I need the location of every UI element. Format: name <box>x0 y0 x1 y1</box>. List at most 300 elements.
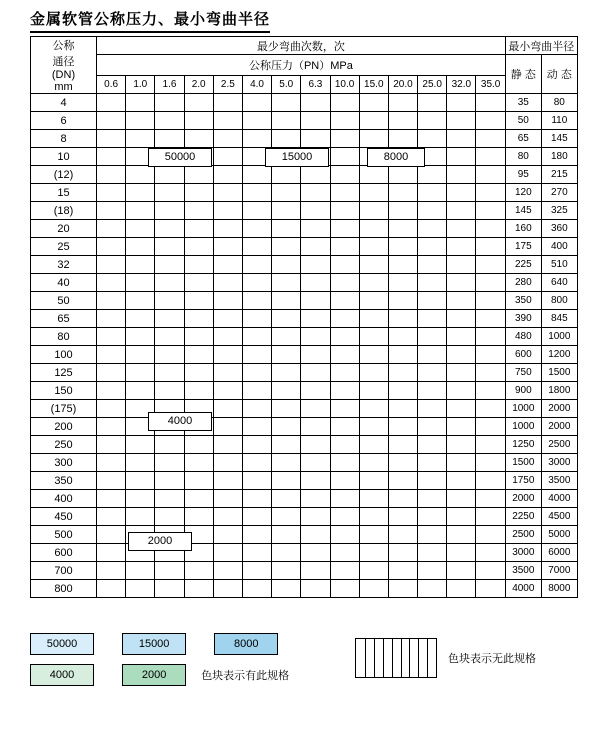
grid-cell <box>418 112 447 130</box>
grid-cell <box>418 472 447 490</box>
table-row <box>31 508 578 526</box>
hatch-line <box>392 639 393 677</box>
pressure-value-header: 4.0 <box>242 76 271 94</box>
grid-cell <box>476 400 505 418</box>
grid-cell <box>272 292 301 310</box>
grid-cell <box>388 184 417 202</box>
dynamic-radius-cell: 6000 <box>541 544 577 562</box>
dynamic-radius-cell: 1800 <box>541 382 577 400</box>
grid-cell <box>301 274 330 292</box>
grid-cell <box>476 436 505 454</box>
grid-cell <box>476 238 505 256</box>
grid-cell <box>388 382 417 400</box>
grid-cell <box>388 130 417 148</box>
grid-cell <box>155 112 184 130</box>
grid-cell <box>418 490 447 508</box>
grid-cell <box>126 94 155 112</box>
table-row <box>31 382 578 400</box>
table-row <box>31 364 578 382</box>
grid-cell <box>213 130 242 148</box>
grid-cell <box>418 364 447 382</box>
bend-count-header: 最少弯曲次数，次 <box>97 37 506 55</box>
grid-cell <box>213 562 242 580</box>
grid-cell <box>388 418 417 436</box>
grid-cell <box>418 544 447 562</box>
grid-cell <box>301 328 330 346</box>
dn-cell: 4 <box>31 94 97 112</box>
grid-cell <box>97 220 126 238</box>
grid-cell <box>476 130 505 148</box>
grid-cell <box>184 166 213 184</box>
dn-header-line: 通径 <box>52 56 75 68</box>
grid-cell <box>418 274 447 292</box>
dn-cell: 450 <box>31 508 97 526</box>
grid-cell <box>330 490 359 508</box>
dynamic-radius-cell: 400 <box>541 238 577 256</box>
grid-cell <box>155 490 184 508</box>
grid-cell <box>418 292 447 310</box>
dynamic-radius-cell: 510 <box>541 256 577 274</box>
grid-cell <box>155 454 184 472</box>
grid-cell <box>359 454 388 472</box>
hatch-line <box>409 639 410 677</box>
grid-cell <box>242 508 271 526</box>
static-radius-cell: 225 <box>505 256 541 274</box>
grid-cell <box>447 220 476 238</box>
dynamic-radius-cell: 1000 <box>541 328 577 346</box>
grid-cell <box>447 418 476 436</box>
grid-cell <box>301 202 330 220</box>
dynamic-radius-cell: 3500 <box>541 472 577 490</box>
grid-cell <box>330 292 359 310</box>
grid-cell <box>418 94 447 112</box>
static-radius-cell: 600 <box>505 346 541 364</box>
static-radius-cell: 750 <box>505 364 541 382</box>
grid-cell <box>155 274 184 292</box>
hatch-line <box>383 639 384 677</box>
grid-cell <box>301 130 330 148</box>
grid-cell <box>476 310 505 328</box>
grid-cell <box>359 202 388 220</box>
hatch-line <box>418 639 419 677</box>
grid-cell <box>155 364 184 382</box>
table-row <box>31 490 578 508</box>
grid-cell <box>301 562 330 580</box>
grid-cell <box>97 274 126 292</box>
table-row <box>31 544 578 562</box>
grid-cell <box>184 508 213 526</box>
grid-cell <box>330 94 359 112</box>
grid-cell <box>97 310 126 328</box>
grid-cell <box>272 436 301 454</box>
grid-cell <box>272 256 301 274</box>
grid-cell <box>272 346 301 364</box>
grid-cell <box>418 328 447 346</box>
dn-cell: 250 <box>31 436 97 454</box>
table-row <box>31 346 578 364</box>
grid-cell <box>388 94 417 112</box>
dynamic-radius-cell: 640 <box>541 274 577 292</box>
grid-cell <box>418 454 447 472</box>
grid-cell <box>97 436 126 454</box>
grid-cell <box>330 400 359 418</box>
static-radius-cell: 120 <box>505 184 541 202</box>
grid-cell <box>388 472 417 490</box>
static-radius-cell: 2250 <box>505 508 541 526</box>
grid-cell <box>97 364 126 382</box>
grid-cell <box>359 544 388 562</box>
grid-cell <box>476 526 505 544</box>
grid-cell <box>418 130 447 148</box>
dn-cell: 6 <box>31 112 97 130</box>
grid-cell <box>272 400 301 418</box>
static-radius-cell: 480 <box>505 328 541 346</box>
grid-cell <box>97 382 126 400</box>
grid-cell <box>330 220 359 238</box>
grid-cell <box>418 400 447 418</box>
grid-cell <box>242 364 271 382</box>
grid-cell <box>388 562 417 580</box>
grid-cell <box>213 382 242 400</box>
grid-cell <box>359 526 388 544</box>
grid-cell <box>330 454 359 472</box>
grid-marker-15000: 15000 <box>265 148 329 167</box>
grid-cell <box>272 580 301 598</box>
grid-cell <box>418 256 447 274</box>
grid-cell <box>155 436 184 454</box>
grid-cell <box>97 526 126 544</box>
grid-cell <box>476 346 505 364</box>
grid-cell <box>418 310 447 328</box>
table-header-row-2 <box>31 55 578 76</box>
grid-cell <box>388 436 417 454</box>
table-row <box>31 310 578 328</box>
grid-cell <box>213 544 242 562</box>
grid-cell <box>476 562 505 580</box>
grid-cell <box>330 526 359 544</box>
grid-cell <box>184 112 213 130</box>
grid-cell <box>301 508 330 526</box>
table-row <box>31 328 578 346</box>
pressure-value-header: 35.0 <box>476 76 505 94</box>
grid-cell <box>301 472 330 490</box>
table-row <box>31 238 578 256</box>
grid-cell <box>418 220 447 238</box>
pressure-bend-table <box>30 36 578 598</box>
dynamic-radius-cell: 325 <box>541 202 577 220</box>
hatch-line <box>401 639 402 677</box>
grid-cell <box>301 256 330 274</box>
grid-marker-2000: 2000 <box>128 532 192 551</box>
dn-cell: 600 <box>31 544 97 562</box>
table-row <box>31 418 578 436</box>
pressure-value-header: 2.5 <box>213 76 242 94</box>
grid-cell <box>359 508 388 526</box>
grid-cell <box>126 436 155 454</box>
grid-cell <box>97 94 126 112</box>
dynamic-radius-cell: 2500 <box>541 436 577 454</box>
dn-cell: 400 <box>31 490 97 508</box>
grid-cell <box>359 112 388 130</box>
grid-cell <box>447 382 476 400</box>
grid-cell <box>242 166 271 184</box>
grid-cell <box>388 346 417 364</box>
grid-cell <box>97 256 126 274</box>
grid-cell <box>97 580 126 598</box>
grid-cell <box>242 526 271 544</box>
grid-cell <box>330 166 359 184</box>
grid-cell <box>476 166 505 184</box>
grid-cell <box>388 274 417 292</box>
grid-cell <box>213 166 242 184</box>
grid-cell <box>272 418 301 436</box>
grid-cell <box>272 562 301 580</box>
dynamic-radius-cell: 800 <box>541 292 577 310</box>
dynamic-radius-cell: 845 <box>541 310 577 328</box>
dn-cell: 8 <box>31 130 97 148</box>
grid-cell <box>272 166 301 184</box>
grid-cell <box>418 382 447 400</box>
legend-swatch-4000: 4000 <box>30 664 94 686</box>
grid-cell <box>301 292 330 310</box>
grid-cell <box>155 346 184 364</box>
grid-cell <box>126 472 155 490</box>
grid-cell <box>388 544 417 562</box>
grid-cell <box>97 184 126 202</box>
grid-cell <box>155 472 184 490</box>
grid-cell <box>242 274 271 292</box>
grid-cell <box>242 580 271 598</box>
grid-cell <box>359 256 388 274</box>
pressure-value-header: 5.0 <box>272 76 301 94</box>
pressure-value-header: 15.0 <box>359 76 388 94</box>
dn-cell: 10 <box>31 148 97 166</box>
grid-cell <box>330 328 359 346</box>
grid-cell <box>97 346 126 364</box>
grid-cell <box>272 544 301 562</box>
grid-cell <box>155 292 184 310</box>
grid-cell <box>184 580 213 598</box>
grid-cell <box>213 292 242 310</box>
grid-cell <box>330 580 359 598</box>
grid-cell <box>476 220 505 238</box>
grid-cell <box>359 274 388 292</box>
grid-cell <box>184 562 213 580</box>
static-radius-cell: 900 <box>505 382 541 400</box>
grid-cell <box>184 364 213 382</box>
grid-cell <box>447 526 476 544</box>
static-radius-cell: 160 <box>505 220 541 238</box>
table-row <box>31 112 578 130</box>
grid-cell <box>418 184 447 202</box>
grid-cell <box>213 508 242 526</box>
table-row <box>31 292 578 310</box>
static-radius-cell: 390 <box>505 310 541 328</box>
legend-hatch-note: 色块表示无此规格 <box>448 653 536 665</box>
dn-cell: 20 <box>31 220 97 238</box>
grid-cell <box>418 418 447 436</box>
dn-cell: 25 <box>31 238 97 256</box>
grid-cell <box>155 220 184 238</box>
pressure-value-header: 1.0 <box>126 76 155 94</box>
pressure-value-header: 2.0 <box>184 76 213 94</box>
grid-cell <box>97 238 126 256</box>
legend-color-note: 色块表示有此规格 <box>201 670 290 682</box>
grid-cell <box>126 508 155 526</box>
static-radius-cell: 3500 <box>505 562 541 580</box>
grid-cell <box>213 328 242 346</box>
grid-cell <box>97 490 126 508</box>
grid-cell <box>476 454 505 472</box>
grid-cell <box>155 238 184 256</box>
grid-cell <box>301 184 330 202</box>
grid-cell <box>242 220 271 238</box>
dn-cell: (175) <box>31 400 97 418</box>
grid-cell <box>359 220 388 238</box>
dn-cell: 300 <box>31 454 97 472</box>
grid-cell <box>97 202 126 220</box>
grid-cell <box>97 454 126 472</box>
dn-cell: 40 <box>31 274 97 292</box>
grid-cell <box>388 364 417 382</box>
grid-cell <box>272 130 301 148</box>
grid-cell <box>476 328 505 346</box>
grid-cell <box>330 508 359 526</box>
grid-cell <box>213 418 242 436</box>
grid-cell <box>476 148 505 166</box>
grid-cell <box>126 364 155 382</box>
table-row <box>31 130 578 148</box>
grid-cell <box>184 328 213 346</box>
grid-cell <box>242 328 271 346</box>
grid-cell <box>476 418 505 436</box>
grid-cell <box>447 508 476 526</box>
grid-cell <box>155 328 184 346</box>
pressure-value-header: 6.3 <box>301 76 330 94</box>
grid-cell <box>301 418 330 436</box>
dynamic-radius-cell: 215 <box>541 166 577 184</box>
grid-cell <box>213 238 242 256</box>
grid-cell <box>359 436 388 454</box>
grid-cell <box>301 454 330 472</box>
grid-cell <box>330 274 359 292</box>
legend-hatch-swatch <box>355 638 437 678</box>
hatch-line <box>374 639 375 677</box>
page-title-text: 金属软管公称压力、最小弯曲半径 <box>30 8 270 33</box>
grid-cell <box>359 292 388 310</box>
grid-cell <box>97 418 126 436</box>
grid-cell <box>272 472 301 490</box>
pressure-bend-table-wrap <box>30 36 575 598</box>
dynamic-radius-cell: 3000 <box>541 454 577 472</box>
grid-cell <box>330 382 359 400</box>
table-row <box>31 202 578 220</box>
grid-cell <box>126 346 155 364</box>
grid-cell <box>213 490 242 508</box>
grid-cell <box>213 184 242 202</box>
pressure-value-header: 0.6 <box>97 76 126 94</box>
grid-cell <box>301 94 330 112</box>
grid-cell <box>476 256 505 274</box>
dn-header-line: mm <box>54 81 73 93</box>
table-row <box>31 166 578 184</box>
grid-cell <box>126 166 155 184</box>
grid-cell <box>388 400 417 418</box>
grid-cell <box>301 310 330 328</box>
grid-cell <box>126 580 155 598</box>
grid-cell <box>213 220 242 238</box>
grid-cell <box>97 292 126 310</box>
static-radius-cell: 280 <box>505 274 541 292</box>
grid-cell <box>330 364 359 382</box>
grid-cell <box>388 256 417 274</box>
grid-cell <box>126 274 155 292</box>
grid-cell <box>272 94 301 112</box>
dynamic-radius-cell: 180 <box>541 148 577 166</box>
grid-cell <box>301 166 330 184</box>
grid-cell <box>359 418 388 436</box>
table-row <box>31 580 578 598</box>
grid-cell <box>388 310 417 328</box>
pressure-value-header: 1.6 <box>155 76 184 94</box>
grid-cell <box>388 292 417 310</box>
grid-cell <box>126 184 155 202</box>
grid-cell <box>447 580 476 598</box>
grid-cell <box>155 94 184 112</box>
static-radius-cell: 35 <box>505 94 541 112</box>
dn-cell: 125 <box>31 364 97 382</box>
static-radius-cell: 95 <box>505 166 541 184</box>
grid-cell <box>213 112 242 130</box>
grid-cell <box>359 382 388 400</box>
grid-cell <box>155 256 184 274</box>
grid-cell <box>184 202 213 220</box>
dn-header-line: 公称 <box>52 40 75 52</box>
grid-cell <box>97 328 126 346</box>
dn-cell: 100 <box>31 346 97 364</box>
grid-cell <box>330 544 359 562</box>
grid-cell <box>155 310 184 328</box>
grid-cell <box>301 544 330 562</box>
table-row <box>31 400 578 418</box>
grid-cell <box>184 472 213 490</box>
table-row <box>31 454 578 472</box>
page-title <box>30 8 270 33</box>
pressure-value-header: 10.0 <box>330 76 359 94</box>
grid-cell <box>447 184 476 202</box>
static-radius-cell: 1000 <box>505 418 541 436</box>
static-radius-cell: 175 <box>505 238 541 256</box>
grid-cell <box>447 94 476 112</box>
grid-cell <box>97 508 126 526</box>
grid-cell <box>97 130 126 148</box>
grid-cell <box>272 184 301 202</box>
grid-cell <box>213 526 242 544</box>
grid-cell <box>242 400 271 418</box>
grid-cell <box>184 310 213 328</box>
grid-cell <box>272 220 301 238</box>
grid-cell <box>301 112 330 130</box>
grid-cell <box>447 310 476 328</box>
grid-cell <box>447 490 476 508</box>
grid-cell <box>155 508 184 526</box>
grid-cell <box>447 472 476 490</box>
dn-cell: 700 <box>31 562 97 580</box>
grid-cell <box>447 292 476 310</box>
static-radius-cell: 350 <box>505 292 541 310</box>
legend-row-green <box>30 664 570 686</box>
legend-swatch-8000: 8000 <box>214 633 278 655</box>
